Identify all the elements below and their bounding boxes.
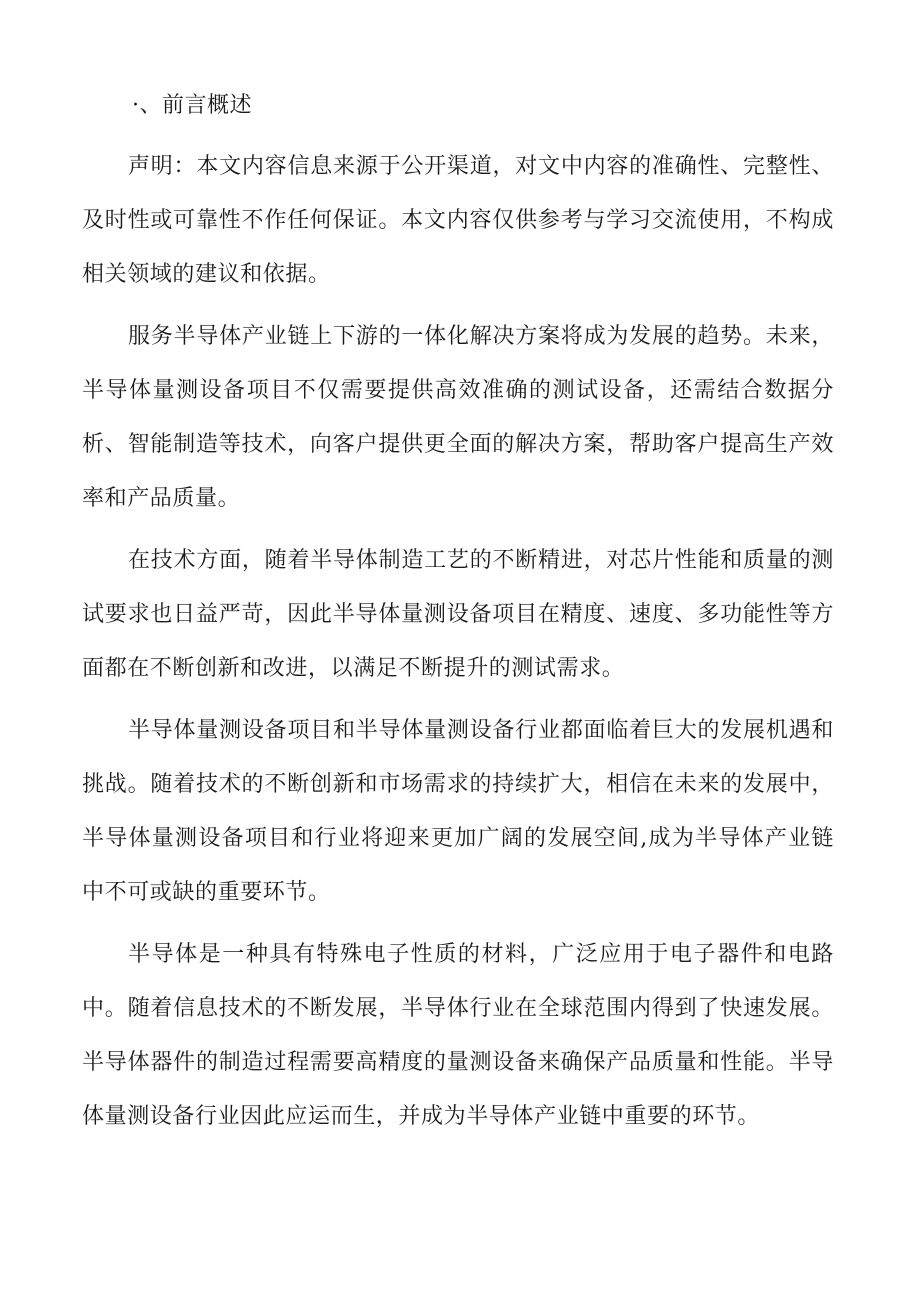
paragraph-integrated-solutions: 服务半导体产业链上下游的一体化解决方案将成为发展的趋势。未来，半导体量测设备项目不仅需要提供高效准确的测试设备，还需结合数据分析、智能制造等技术，向客户提供更全面的解决方案，帮助客户提高生产效率和产品质量。: [82, 324, 834, 511]
paragraph-disclaimer: 声明：本文内容信息来源于公开渠道，对文中内容的准确性、完整性、及时性或可靠性不作任何保证。本文内容仅供参考与学习交流使用，不构成相关领域的建议和依据。: [82, 154, 834, 287]
paragraph-technology: 在技术方面，随着半导体制造工艺的不断精进，对芯片性能和质量的测试要求也日益严苛，因此半导体量测设备项目在精度、速度、多功能性等方面都在不断创新和改进，以满足不断提升的测试需求。: [82, 548, 834, 681]
paragraph-opportunities: 半导体量测设备项目和半导体量测设备行业都面临着巨大的发展机遇和挑战。随着技术的不断创新和市场需求的持续扩大，相信在未来的发展中，半导体量测设备项目和行业将迎来更加广阔的发展空间,成为半导体产业链中不可或缺的重要环节。: [82, 718, 834, 905]
paragraph-semiconductor-intro: 半导体是一种具有特殊电子性质的材料，广泛应用于电子器件和电路中。随着信息技术的不断发展，半导体行业在全球范围内得到了快速发展。半导体器件的制造过程需要高精度的量测设备来确保产品质量和性能。半导体量测设备行业因此应运而生，并成为半导体产业链中重要的环节。: [82, 942, 834, 1129]
section-heading: ·、前言概述: [132, 93, 252, 118]
document-page: [82, 84, 834, 1152]
